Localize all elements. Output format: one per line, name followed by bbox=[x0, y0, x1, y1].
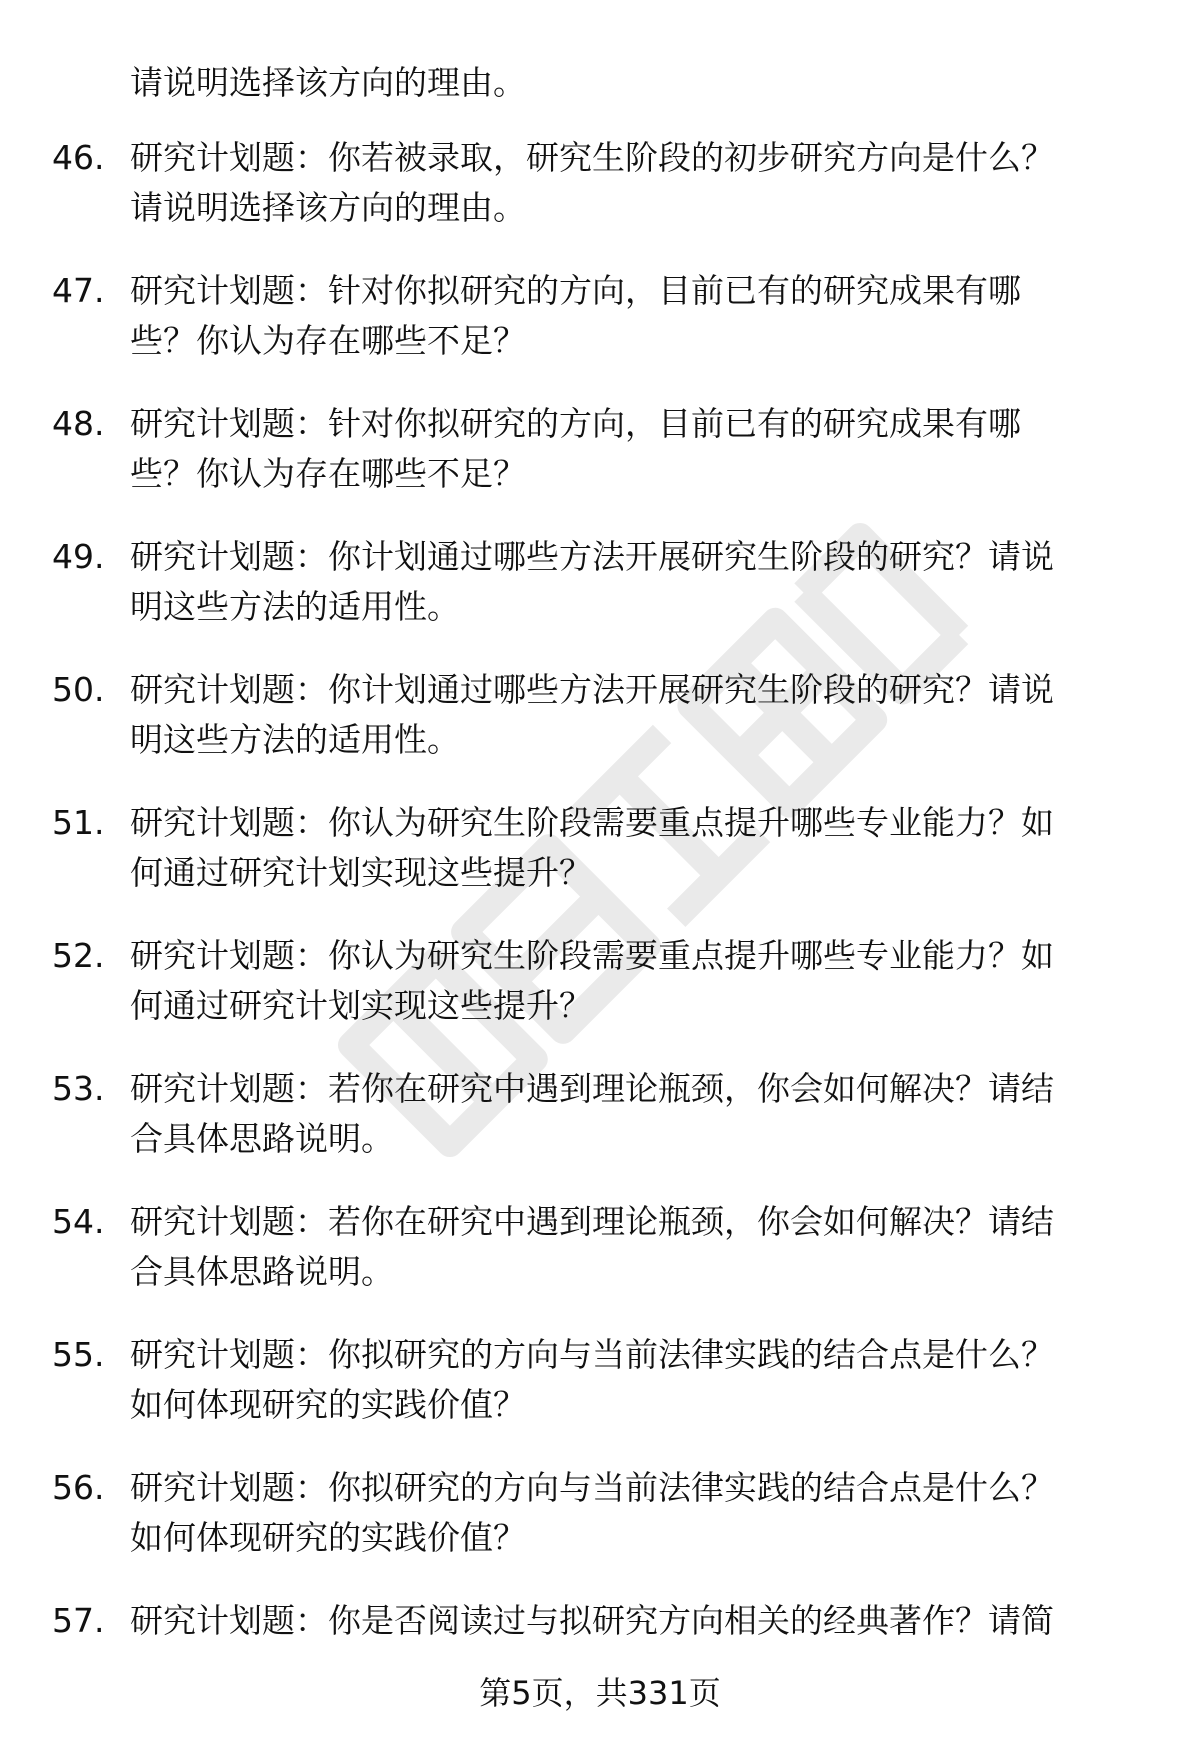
list-item bbox=[0, 665, 1200, 798]
question-line: 合具体思路说明。 bbox=[130, 1119, 394, 1158]
question-line: 何通过研究计划实现这些提升？ bbox=[130, 853, 592, 892]
question-line: 研究计划题：若你在研究中遇到理论瓶颈，你会如何解决？请结 bbox=[130, 1069, 1054, 1108]
question-text bbox=[130, 931, 1150, 1031]
question-line: 明这些方法的适用性。 bbox=[130, 587, 460, 626]
question-text bbox=[130, 1197, 1150, 1297]
question-line: 合具体思路说明。 bbox=[130, 1252, 394, 1291]
question-text bbox=[130, 1330, 1150, 1430]
question-line: 研究计划题：你计划通过哪些方法开展研究生阶段的研究？请说 bbox=[130, 670, 1054, 709]
question-number: 51. bbox=[52, 803, 105, 842]
question-number: 50. bbox=[52, 670, 105, 709]
question-text bbox=[130, 665, 1150, 765]
list-item bbox=[0, 798, 1200, 931]
question-text bbox=[130, 266, 1150, 366]
question-line: 请说明选择该方向的理由。 bbox=[130, 188, 526, 227]
question-text bbox=[130, 1064, 1150, 1164]
list-item bbox=[0, 1064, 1200, 1197]
question-line: 如何体现研究的实践价值？ bbox=[130, 1385, 526, 1424]
question-line: 研究计划题：你拟研究的方向与当前法律实践的结合点是什么？ bbox=[130, 1335, 1054, 1374]
list-item bbox=[0, 399, 1200, 532]
list-item bbox=[0, 133, 1200, 266]
list-item bbox=[0, 266, 1200, 399]
question-text bbox=[130, 798, 1150, 898]
question-number: 57. bbox=[52, 1601, 105, 1640]
question-line: 些？你认为存在哪些不足？ bbox=[130, 321, 526, 360]
question-number: 56. bbox=[52, 1468, 105, 1507]
page-footer: 第5页，共331页 bbox=[479, 1674, 721, 1712]
list-item bbox=[0, 532, 1200, 665]
question-number: 52. bbox=[52, 936, 105, 975]
question-number: 47. bbox=[52, 271, 105, 310]
list-item bbox=[0, 1463, 1200, 1596]
question-line: 研究计划题：你若被录取，研究生阶段的初步研究方向是什么？ bbox=[130, 138, 1054, 177]
question-line: 明这些方法的适用性。 bbox=[130, 720, 460, 759]
question-text bbox=[130, 1463, 1150, 1563]
question-line: 研究计划题：若你在研究中遇到理论瓶颈，你会如何解决？请结 bbox=[130, 1202, 1054, 1241]
question-line: 研究计划题：你拟研究的方向与当前法律实践的结合点是什么？ bbox=[130, 1468, 1054, 1507]
question-line: 何通过研究计划实现这些提升？ bbox=[130, 986, 592, 1025]
question-number: 54. bbox=[52, 1202, 105, 1241]
question-list bbox=[0, 133, 1200, 1729]
question-number: 48. bbox=[52, 404, 105, 443]
question-line: 研究计划题：你认为研究生阶段需要重点提升哪些专业能力？如 bbox=[130, 803, 1054, 842]
list-item bbox=[0, 931, 1200, 1064]
question-text bbox=[130, 532, 1150, 632]
question-line: 研究计划题：针对你拟研究的方向，目前已有的研究成果有哪 bbox=[130, 404, 1021, 443]
question-text bbox=[130, 399, 1150, 499]
question-line: 些？你认为存在哪些不足？ bbox=[130, 454, 526, 493]
question-number: 55. bbox=[52, 1335, 105, 1374]
question-number: 53. bbox=[52, 1069, 105, 1108]
question-line: 研究计划题：你计划通过哪些方法开展研究生阶段的研究？请说 bbox=[130, 537, 1054, 576]
question-line: 研究计划题：你是否阅读过与拟研究方向相关的经典著作？请简 bbox=[130, 1601, 1054, 1640]
question-number: 49. bbox=[52, 537, 105, 576]
question-text bbox=[130, 1596, 1150, 1646]
question-number: 46. bbox=[52, 138, 105, 177]
question-line: 如何体现研究的实践价值？ bbox=[130, 1518, 526, 1557]
question-line: 研究计划题：你认为研究生阶段需要重点提升哪些专业能力？如 bbox=[130, 936, 1054, 975]
continuation-text: 请说明选择该方向的理由。 bbox=[130, 63, 526, 102]
list-item bbox=[0, 1330, 1200, 1463]
question-text bbox=[130, 133, 1150, 233]
list-item bbox=[0, 1197, 1200, 1330]
question-line: 研究计划题：针对你拟研究的方向，目前已有的研究成果有哪 bbox=[130, 271, 1021, 310]
